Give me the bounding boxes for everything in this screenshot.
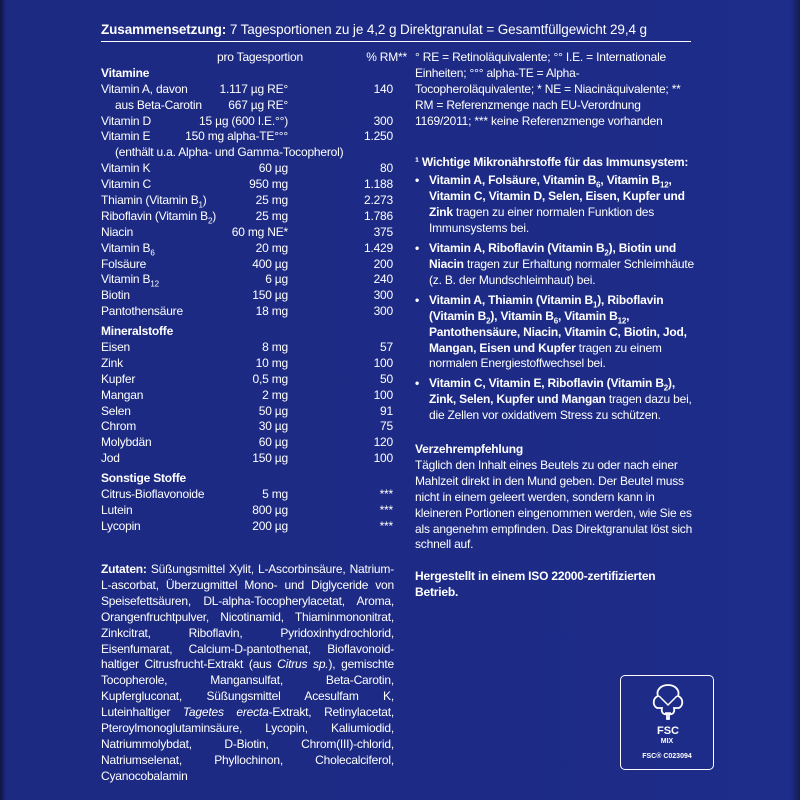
col-rm-header: % RM**	[366, 50, 407, 64]
fsc-label	[620, 675, 714, 770]
header-divider	[101, 41, 691, 42]
table-row: Vitamin D 15 µg (600 I.E.°°) 300	[101, 113, 393, 128]
table-row: Eisen 8 mg 57	[101, 340, 393, 355]
ingredients-label: Zutaten:	[101, 562, 147, 576]
fsc-tree-icon	[650, 683, 686, 737]
other-substances-list	[101, 487, 401, 535]
immune-heading: ¹ Wichtige Mikronährstoffe für das Immunsystem:	[415, 154, 689, 169]
fsc-logo-text: FSC	[657, 725, 679, 737]
table-row: Chrom 30 µg 75	[101, 419, 393, 434]
table-row: Kupfer 0,5 mg 50	[101, 371, 393, 386]
table-row: Thiamin (Vitamin $B_1$) 25 mg 2.273	[101, 193, 393, 210]
usage-heading: Verzehrempfehlung	[415, 442, 523, 457]
composition-header	[101, 21, 741, 39]
table-row: Vitamin A, davon 1.117 µg RE° 140	[101, 81, 393, 96]
list-item: • Vitamin C, Vitamin E, Riboflavin (Vitamin $B_2$), Zink, Selen, Kupfer und Mangan tragen dazu bei, die Zellen vor oxidativem Stress zu schützen.	[415, 376, 692, 423]
table-row: Vitamin $B_{12}$ 6 µg 240	[101, 272, 393, 289]
section-vitamins: Vitamine	[101, 65, 150, 80]
fsc-mix: MIX	[660, 738, 674, 745]
table-row: Vitamin E 150 mg alpha-TE°°° 1.250	[101, 129, 393, 144]
list-item: • Vitamin A, Thiamin (Vitamin $B_1$), Riboflavin (Vitamin $B_2$), Vitamin $B_6$, Vitamin $B_{12}$, Pantothensäure, Niacin, Vitamin C, Biotin, Jod, Mangan, Eisen und Kupfer tragen zu einem normalen Energiestoffwechsel bei.	[415, 292, 687, 371]
list-item: • Vitamin A, Riboflavin (Vitamin $B_2$), Biotin und Niacin tragen zur Erhaltung normaler Schleimhäute (z. B. der Mundschleimhaut) bei.	[415, 241, 695, 287]
right-column	[415, 50, 697, 601]
section-other: Sonstige Stoffe	[101, 471, 187, 486]
table-row: Pantothensäure 18 mg 300	[101, 304, 393, 319]
footnotes: ° RE = Retinoläquivalente; °° I.E. = Internationale Einheiten; °°° alpha-TE = Alpha-Tocopheroläquivalente; * NE = Niacinäquivalente; ** RM = Referenzmenge nach EU-Verordnung 1169/2011; *** keine Referenzmenge vorhanden	[415, 50, 681, 128]
nutrition-table	[101, 50, 407, 535]
table-row: Molybdän 60 µg 120	[101, 435, 393, 450]
table-row: Selen 50 µg 91	[101, 403, 393, 418]
composition-label: Zusammensetzung:	[101, 22, 227, 37]
table-row: Lycopin 200 µg ***	[101, 518, 393, 533]
table-row: aus Beta-Carotin 667 µg RE°	[115, 97, 288, 112]
manufacturing-note: Hergestellt in einem ISO 22000-zertifizierten Betrieb.	[415, 569, 656, 600]
col-amount-header: pro Tagesportion	[217, 50, 303, 64]
table-row: Mangan 2 mg 100	[101, 387, 393, 402]
table-row: Niacin 60 mg NE* 375	[101, 224, 393, 239]
fsc-code: FSC® C023094	[642, 753, 692, 760]
table-row: Vitamin K 60 µg 80	[101, 161, 393, 176]
table-header-row	[101, 50, 407, 66]
table-row: Vitamin C 950 mg 1.188	[101, 177, 393, 192]
list-item: • Vitamin A, Folsäure, Vitamin $B_6$, Vitamin $B_{12}$, Vitamin C, Vitamin D, Selen, Eisen, Kupfer und Zink tragen zu einer normalen Funktion des Immunsystems bei.	[415, 173, 685, 236]
table-row-note: (enthält u.a. Alpha- und Gamma-Tocopherol)	[115, 145, 344, 160]
table-row: Citrus-Bioflavonoide 5 mg ***	[101, 487, 393, 502]
table-row: Jod 150 µg 100	[101, 451, 393, 466]
minerals-list	[101, 340, 401, 467]
table-row: Riboflavin (Vitamin $B_2$) 25 mg 1.786	[101, 208, 393, 226]
immune-list	[415, 173, 697, 424]
table-row: Folsäure 400 µg 200	[101, 256, 393, 271]
table-row: Zink 10 mg 100	[101, 355, 393, 370]
usage-text: Täglich den Inhalt eines Beutels zu oder nach einer Mahlzeit direkt in den Mund geben. Der Beutel muss nicht in einem geleert werden, sondern kann in kleineren Portionen eingenommen werden, wie Sie es als angenehm empfinden. Das Direktgranulat löst sich schnell auf.	[415, 457, 693, 552]
table-row: Vitamin $B_6$ 20 mg 1.429	[101, 240, 393, 258]
section-minerals: Mineralstoffe	[101, 324, 174, 339]
ingredients: Zutaten: Süßungsmittel Xylit, L-Ascorbinsäure, Natrium-L-ascorbat, Überzugmittel Mono- und Diglyceride von Speisefettsäuren, DL-alpha-Tocopherylacetat, Aroma, Orangenfruchtpulver, Nicotinamid, Thiaminmononitrat, Zinkcitrat, Riboflavin, Pyridoxinhydrochlorid, Eisenfumarat, Calcium-D-pantothenat, Bioflavonoid-haltiger Citrusfrucht-Extrakt (aus Citrus sp.), gemischte Tocopherole, Mangansulfat, Beta-Carotin, Kupfergluconat, Süßungsmittel Acesulfam K, Luteinhaltiger Tagetes erecta-Extrakt, Retinylacetat, Pteroylmonoglutaminsäure, Lycopin, Kaliumiodid, Natriummolybdat, D-Biotin, Chrom(III)-chlorid, Natriumselenat, Phyllochinon, Cholecalciferol, Cyanocobalamin	[101, 562, 394, 783]
table-row: Biotin 150 µg 300	[101, 288, 393, 303]
composition-text: 7 Tagesportionen zu je 4,2 g Direktgranulat = Gesamtfüllgewicht 29,4 g	[226, 22, 647, 37]
table-row: Lutein 800 µg ***	[101, 502, 393, 517]
